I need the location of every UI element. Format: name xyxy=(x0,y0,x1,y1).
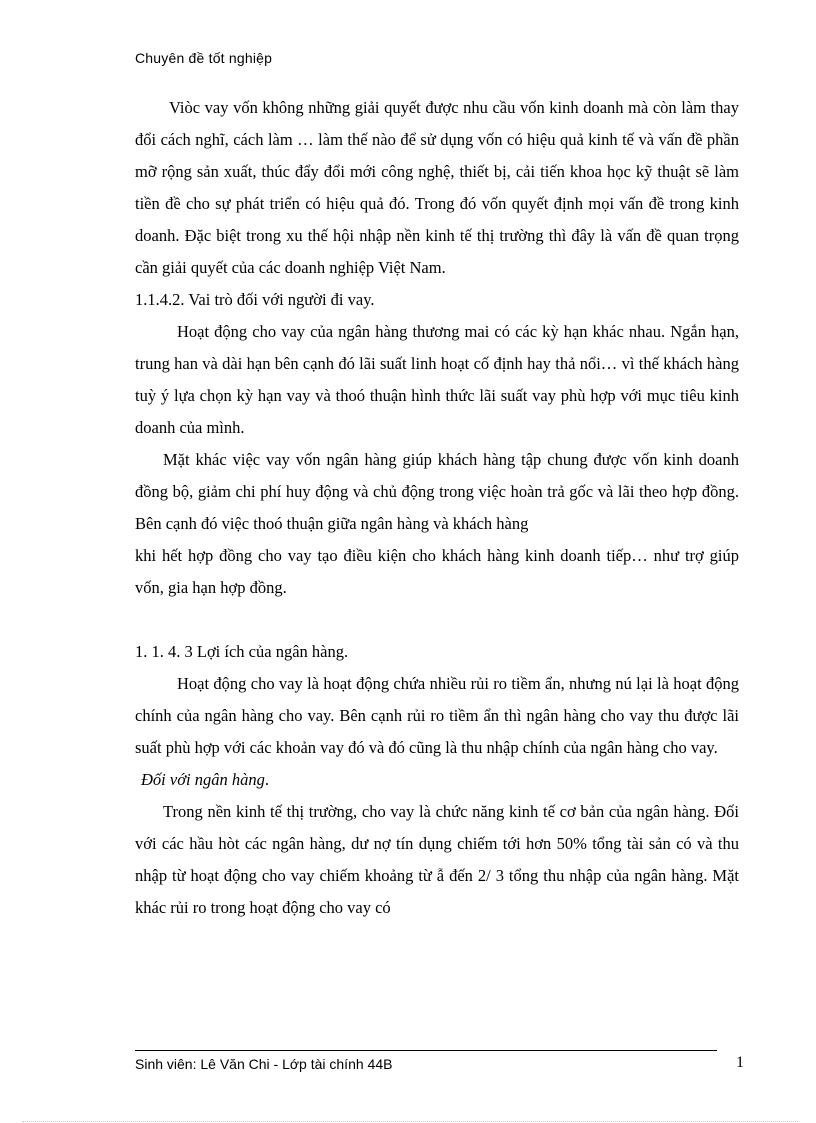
paragraph-loan-terms: Hoạt động cho vay của ngân hàng thương mai có các kỳ hạn khác nhau. Ngắn hạn, trung han và dài hạn bên cạnh đó lãi suất linh hoạt cố định hay thả nổi… vì thế khách hàng tuỳ ý lựa chọn kỳ hạn vay và thoó thuận hình thức lãi suất vay phù hợp với mục tiêu kinh doanh của mình. xyxy=(135,322,739,437)
section-heading-1-1-4-3: 1. 1. 4. 3 Lợi ích của ngân hàng. xyxy=(135,642,349,661)
paragraph-intro: Viòc vay vốn không những giải quyết được nhu cầu vốn kinh doanh mà còn làm thay đổi cách nghĩ, cách làm … làm thế nào để sử dụng vốn có hiệu quả kinh tế và vấn đề phần mỡ rộng sản xuất, thúc đẩy đổi mới công nghệ, thiết bị, cải tiến khoa học kỹ thuật sẽ làm tiền đề cho sự phát triển có hiệu quả đó. Trong đó vốn quyết định mọi vấn đề trong kinh doanh. Đặc biệt trong xu thế hội nhập nền kinh tế thị trường thì đây là vấn đề quan trọng cần giải quyết của các doanh nghiệp Việt Nam. xyxy=(135,98,739,277)
subheading-for-banks xyxy=(135,764,739,796)
blank-line xyxy=(135,604,739,636)
paragraph-bank-benefits: Hoạt động cho vay là hoạt động chứa nhiều rủi ro tiềm ẩn, nhưng nú lại là hoạt động chính của ngân hàng cho vay. Bên cạnh rủi ro tiềm ẩn thì ngân hàng cho vay thu được lãi suất phù hợp với các khoản vay đó và đó cũng là thu nhập chính của ngân hàng cho vay. xyxy=(135,674,739,757)
page-number: 1 xyxy=(736,1054,744,1071)
page-edge-divider xyxy=(22,1121,798,1122)
section-heading-1-1-4-2: 1.1.4.2. Vai trò đối với người đi vay. xyxy=(135,290,375,309)
subheading-period: . xyxy=(264,770,269,789)
page-footer: Sinh viên: Lê Văn Chi - Lớp tài chính 44B xyxy=(135,1056,393,1072)
paragraph-contract-end: khi hết hợp đồng cho vay tạo điều kiện cho khách hàng kinh doanh tiếp… như trợ giúp vốn, gia hạn hợp đồng. xyxy=(135,546,739,597)
document-body xyxy=(135,92,739,924)
footer-divider xyxy=(135,1050,717,1051)
page-header: Chuyên đề tốt nghiệp xyxy=(135,50,273,66)
paragraph-market-economy: Trong nền kinh tế thị trường, cho vay là chức năng kinh tế cơ bản của ngân hàng. Đối với các hầu hòt các ngân hàng, dư nợ tín dụng chiếm tới hơn 50% tổng tài sản có và thu nhập từ hoạt động cho vay chiếm khoảng từ ẫ đến 2/ 3 tổng thu nhập của ngân hàng. Mặt khác rủi ro trong hoạt động cho vay có xyxy=(135,802,739,917)
subheading-text: Đối với ngân hàng xyxy=(141,770,265,789)
paragraph-other-benefits: Mặt khác việc vay vốn ngân hàng giúp khách hàng tập chung được vốn kinh doanh đồng bộ, giảm chi phí huy động và chủ động trong việc hoàn trả gốc và lãi theo hợp đồng. Bên cạnh đó việc thoó thuận giữa ngân hàng và khách hàng xyxy=(135,450,739,533)
